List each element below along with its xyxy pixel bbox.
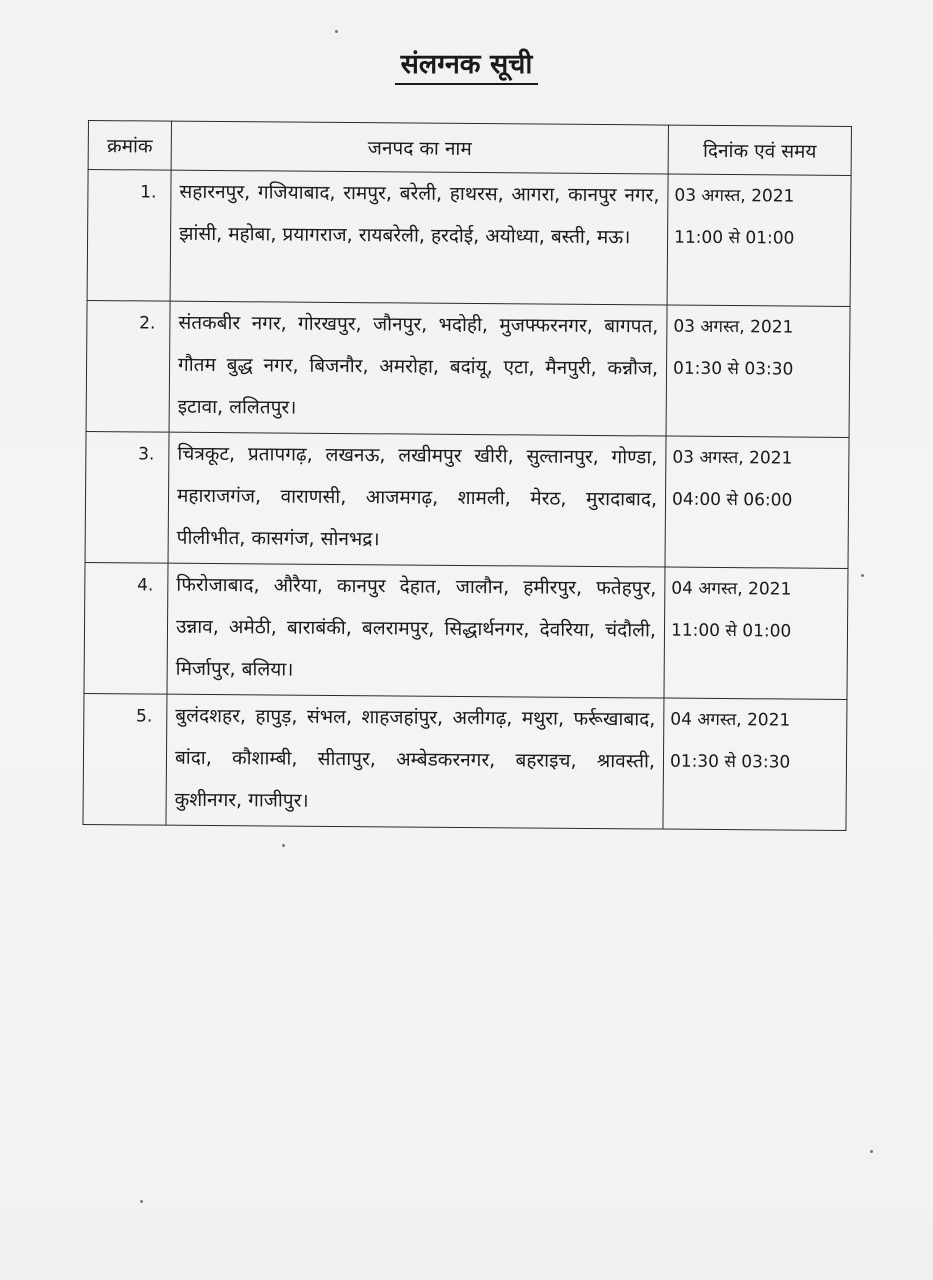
row-datetime [665, 436, 849, 568]
row-districts: चित्रकूट, प्रतापगढ़, लखनऊ, लखीमपुर खीरी, सुल्तानपुर, गोण्डा, महाराजगंज, वाराणसी, आजमगढ़, शामली, मेरठ, मुरादाबाद, पीलीभीत, कासगंज, सोनभद्र। [168, 432, 666, 567]
header-serial: क्रमांक [88, 121, 171, 171]
header-datetime: दिनांक एवं समय [668, 125, 851, 175]
page-title [0, 44, 933, 85]
table-row [83, 693, 847, 830]
scan-speck [140, 1200, 143, 1203]
header-districts: जनपद का नाम [171, 121, 668, 174]
row-serial: 3. [85, 431, 169, 563]
scan-speck [861, 574, 864, 577]
row-time: 01:30 से 03:30 [669, 751, 791, 773]
row-serial: 4. [84, 562, 168, 694]
row-datetime [667, 174, 851, 306]
row-time: 04:00 से 06:00 [671, 489, 793, 511]
row-date: 04 अगस्त, 2021 [670, 709, 791, 731]
row-date: 03 अगस्त, 2021 [674, 185, 795, 207]
row-time: 11:00 से 01:00 [670, 620, 792, 642]
scan-speck [282, 844, 285, 847]
table-header-row [88, 121, 851, 176]
page-title-text: संलग्नक सूची [395, 44, 539, 85]
table-row [84, 562, 848, 699]
schedule-table [82, 120, 852, 831]
row-districts: सहारनपुर, गजियाबाद, रामपुर, बरेली, हाथरस, आगरा, कानपुर नगर, झांसी, महोबा, प्रयागराज, रायबरेली, हरदोई, अयोध्या, बस्ती, मऊ। [170, 170, 668, 305]
row-date: 03 अगस्त, 2021 [673, 316, 794, 338]
row-datetime [663, 698, 847, 830]
row-date: 03 अगस्त, 2021 [672, 447, 793, 469]
table-row [87, 170, 851, 307]
table-row [86, 300, 850, 437]
row-date: 04 अगस्त, 2021 [671, 578, 792, 600]
row-serial: 2. [86, 300, 170, 432]
row-time: 11:00 से 01:00 [674, 227, 795, 249]
row-datetime [666, 305, 850, 437]
row-districts: बुलंदशहर, हापुड़, संभल, शाहजहांपुर, अलीगढ़, मथुरा, फर्रूखाबाद, बांदा, कौशाम्बी, सीतापुर, अम्बेडकरनगर, बहराइच, श्रावस्ती, कुशीनगर, गाजीपुर। [166, 694, 664, 829]
row-time: 01:30 से 03:30 [672, 358, 794, 380]
row-serial: 1. [87, 170, 171, 302]
scan-speck [870, 1150, 873, 1153]
scan-speck [335, 30, 338, 33]
row-datetime [664, 567, 848, 699]
row-districts: संतकबीर नगर, गोरखपुर, जौनपुर, भदोही, मुजफ्फरनगर, बागपत, गौतम बुद्ध नगर, बिजनौर, अमरोहा, बदांयू, एटा, मैनपुरी, कन्नौज, इटावा, ललितपुर। [169, 301, 667, 436]
row-districts: फिरोजाबाद, औरैया, कानपुर देहात, जालौन, हमीरपुर, फतेहपुर, उन्नाव, अमेठी, बाराबंकी, बलरामपुर, सिद्धार्थनगर, देवरिया, चंदौली, मिर्जापुर, बलिया। [167, 563, 665, 698]
row-serial: 5. [83, 693, 167, 825]
table-row [85, 431, 849, 568]
